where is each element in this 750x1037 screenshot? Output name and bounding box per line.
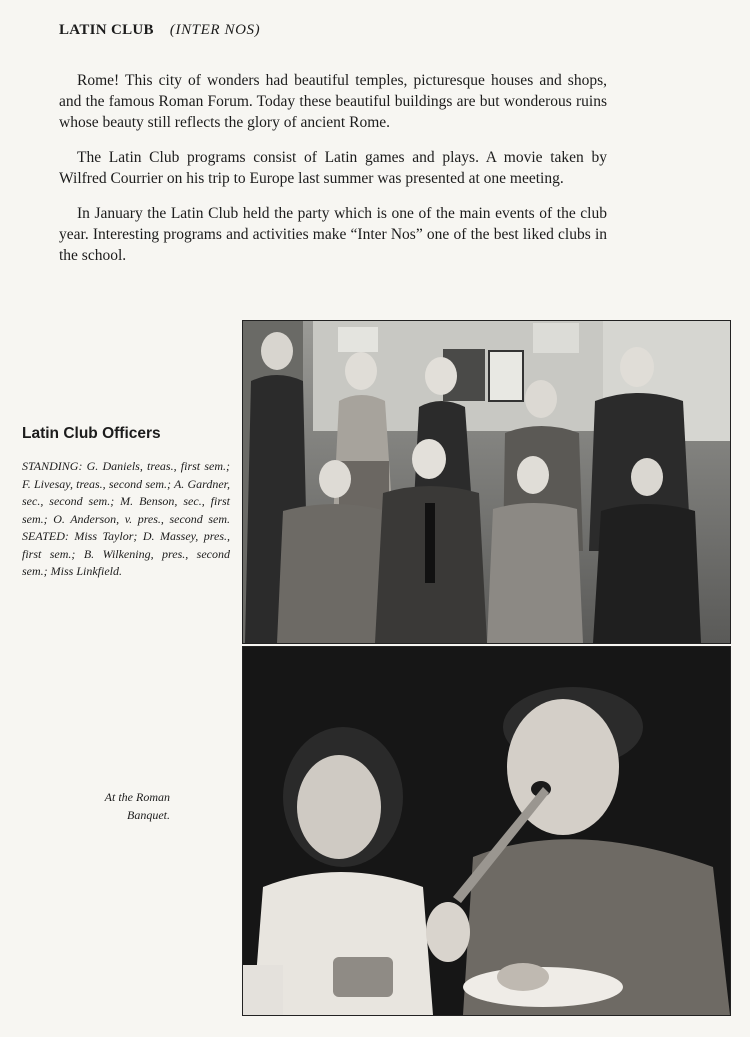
section-title: LATIN CLUB: [59, 22, 154, 38]
banquet-caption-line-1: At the Roman: [104, 790, 170, 804]
paragraph-party: In January the Latin Club held the party which is one of the main events of the club year. Interesting programs and activities make “Inter Nos” one of the best liked clubs in the school.: [59, 205, 607, 264]
paragraph-programs: The Latin Club programs consist of Latin games and plays. A movie taken by Wilfred Courrier on his trip to Europe last summer was presented at one meeting.: [59, 149, 607, 187]
banquet-caption-line-2: Banquet.: [127, 808, 170, 822]
article-body: [59, 70, 607, 280]
officers-group-photo: [242, 320, 731, 644]
banquet-caption: [60, 788, 170, 824]
officers-heading: Latin Club Officers: [22, 425, 161, 442]
section-header: [59, 22, 260, 39]
roman-banquet-photo: [242, 646, 731, 1016]
paragraph-rome: Rome! This city of wonders had beautiful temples, picturesque houses and shops, and the famous Roman Forum. Today these beautiful buildings are but wonderous ruins whose beauty still reflects the glory of ancient Rome.: [59, 72, 607, 131]
officers-caption: STANDING: G. Daniels, treas., first sem.; F. Livesay, treas., second sem.; A. Gardner, sec., second sem.; M. Benson, sec., first sem.; O. Anderson, v. pres., second sem. SEATED: Miss Taylor; D. Massey, pres., first sem.; B. Wilkening, pres., second sem.; Miss Linkfield.: [22, 459, 230, 578]
section-subtitle: (INTER NOS): [169, 22, 261, 38]
